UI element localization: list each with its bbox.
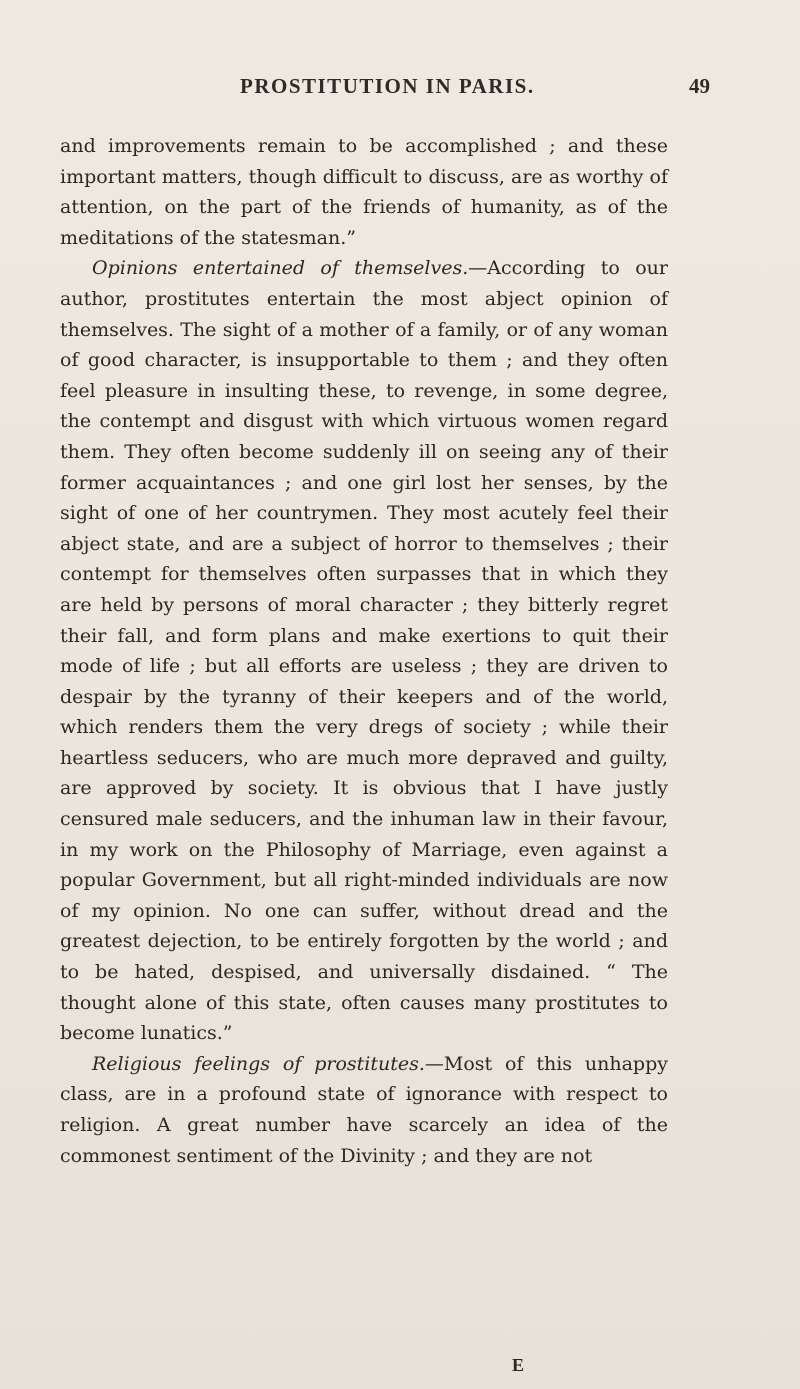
paragraph-text: and improvements remain to be accomplished ; and these important matters, though difficult to discuss, are as worthy of attention, on the part of the friends of humanity, as of the meditations of the statesman.” bbox=[60, 135, 668, 249]
section-heading-religious: Religious feelings of prostitutes. bbox=[92, 1052, 425, 1075]
body-text bbox=[60, 131, 668, 1171]
running-head: PROSTITUTION IN PARIS. bbox=[240, 74, 535, 98]
paragraph-continuation bbox=[60, 131, 668, 253]
page-number: 49 bbox=[689, 74, 710, 98]
paragraph-text: —According to our author, prostitutes entertain the most abject opinion of themselves. The sight of a mother of a family, or of any woman of good character, is insupportable to them ; and they often feel pleasure in insulting these, to revenge, in some degree, the contempt and disgust with which virtuous women regard them. They often become suddenly ill on seeing any of their former acquaintances ; and one girl lost her senses, by the sight of one of her countrymen. They most acutely feel their abject state, and are a subject of horror to themselves ; their contempt for themselves often surpasses that in which they are held by persons of moral character ; they bitterly regret their fall, and form plans and make exertions to quit their mode of life ; but all efforts are useless ; they are driven to despair by the tyranny of their keepers and of the world, which renders them the very dregs of society ; while their heartless seducers, who are much more depraved and guilty, are approved by society. It is obvious that I have justly censured male seducers, and the inhuman law in their favour, in my work on the Philosophy of Marriage, even against a popular Government, but all right-minded individuals are now of my opinion. No one can suffer, without dread and the greatest dejection, to be entirely forgotten by the world ; and to be hated, despised, and universally disdained. “ The thought alone of this state, often causes many prostitutes to become lunatics.” bbox=[60, 257, 668, 1045]
section-heading-opinions: Opinions entertained of themselves. bbox=[92, 257, 469, 280]
paragraph-opinions bbox=[60, 253, 668, 1048]
paragraph-text: —Most of this unhappy class, are in a profound state of ignorance with respect to religion. A great number have scarcely an idea of the commonest sentiment of the Divinity ; and they are not bbox=[60, 1052, 668, 1167]
page-header bbox=[60, 74, 710, 104]
paragraph-religious bbox=[60, 1049, 668, 1171]
signature-mark: E bbox=[512, 1355, 525, 1375]
